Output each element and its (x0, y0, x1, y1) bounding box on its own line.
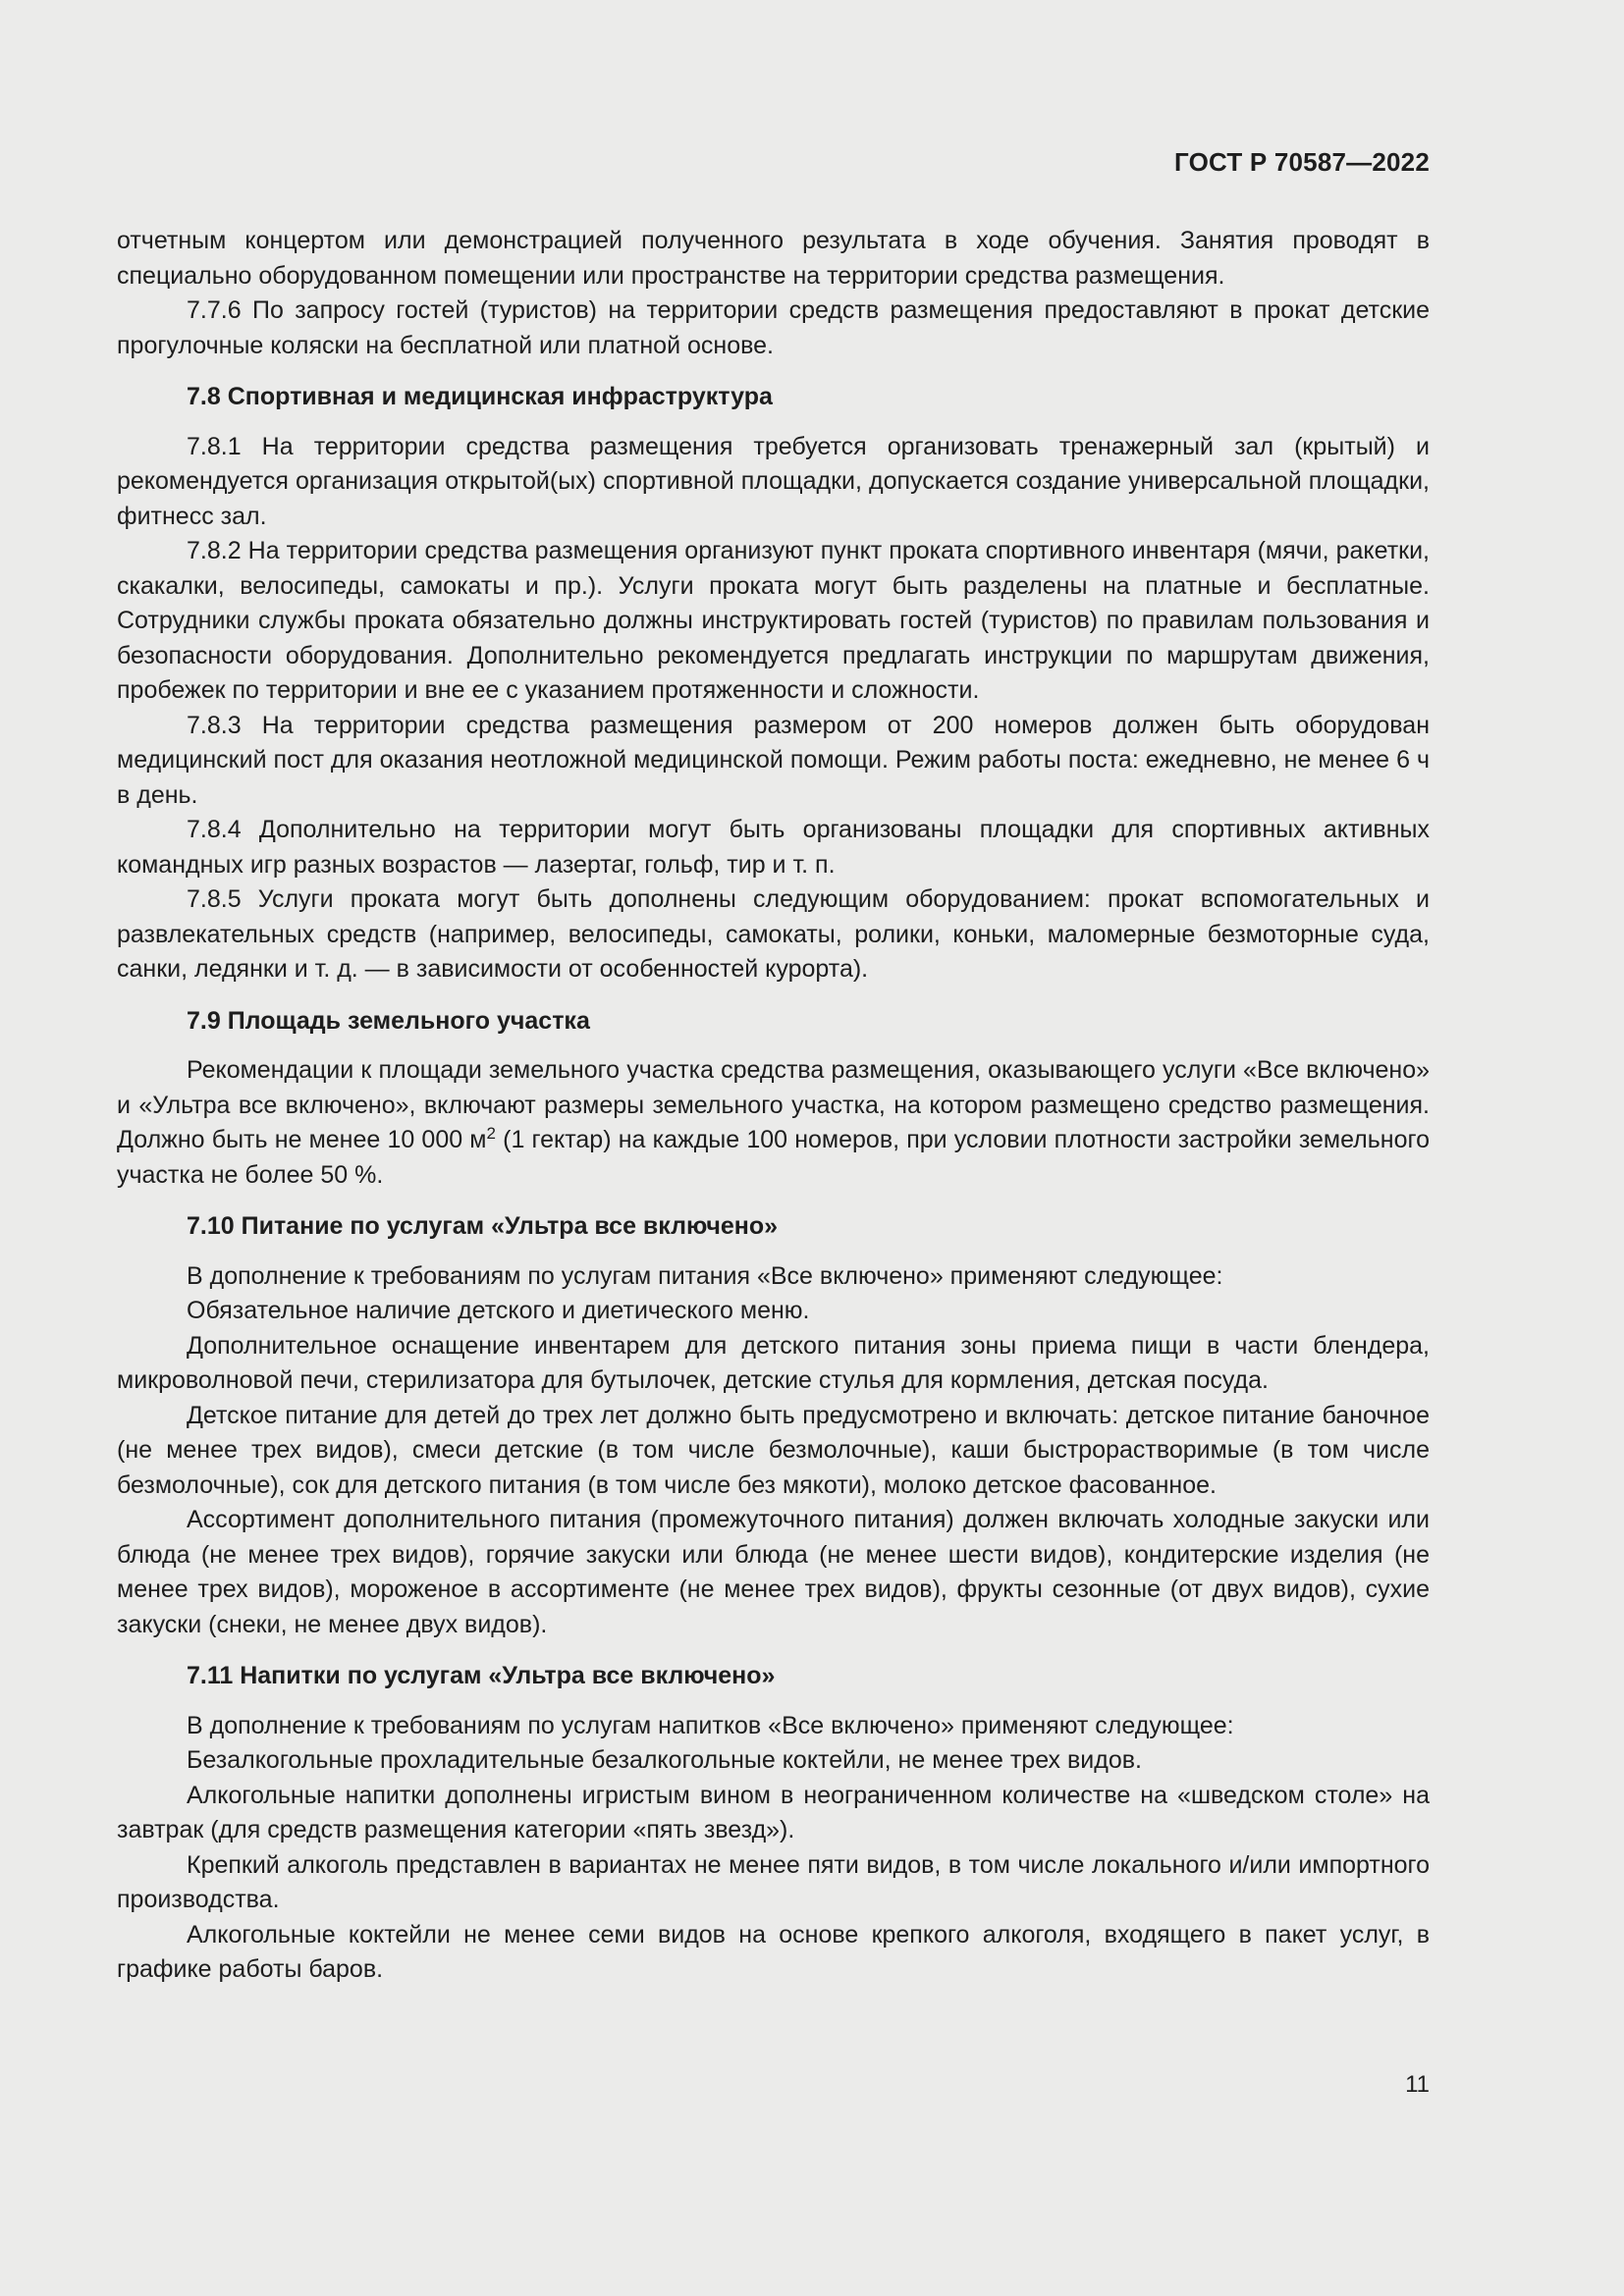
paragraph-7-11-sparkling-wine: Алкогольные напитки дополнены игристым вином в неограниченном количестве на «шведском столе» на завтрак (для средств размещения категории «пять звезд»). (117, 1781, 1430, 1843)
document-code-header: ГОСТ Р 70587—2022 (1174, 147, 1430, 177)
paragraph-7-8-5: 7.8.5 Услуги проката могут быть дополнены следующим оборудованием: прокат вспомогательных и развлекательных средств (например, велосипеды, самокаты, ролики, коньки, маломерные безмоторные суда, санки, ледянки и т. д. — в зависимости от особенностей курорта). (117, 885, 1430, 983)
paragraph-7-10-assortment: Ассортимент дополнительного питания (промежуточного питания) должен включать холодные закуски или блюда (не менее трех видов), горячие закуски или блюда (не менее шести видов), кондитерские изделия (не менее трех видов), мороженое в ассортименте (не менее трех видов), фрукты сезонные (от двух видов), сухие закуски (снеки, не менее двух видов). (117, 1506, 1430, 1638)
paragraph-7-10-menu: Обязательное наличие детского и диетического меню. (187, 1297, 810, 1324)
section-heading-7-8: 7.8 Спортивная и медицинская инфраструктура (187, 383, 773, 410)
paragraph-7-11-soft-drinks: Безалкогольные прохладительные безалкогольные коктейли, не менее трех видов. (187, 1746, 1142, 1774)
superscript-square: 2 (486, 1124, 496, 1143)
paragraph-7-10-intro: В дополнение к требованиям по услугам питания «Все включено» применяют следующее: (187, 1261, 1223, 1290)
paragraph-7-11-strong-alcohol: Крепкий алкоголь представлен в вариантах не менее пяти видов, в том числе локального и/или импортного производства. (117, 1850, 1430, 1913)
paragraph-7-10-baby-food: Детское питание для детей до трех лет должно быть предусмотрено и включать: детское питание баночное (не менее трех видов), смеси детские (в том числе безмолочные), каши быстрорастворимые (в том числе безмолочные), сок для детского питания (в том числе без мякоти), молоко детское фасованное. (117, 1401, 1430, 1499)
paragraph-7-11-cocktails: Алкогольные коктейли не менее семи видов на основе крепкого алкоголя, входящего в пакет услуг, в графике работы баров. (117, 1920, 1430, 1983)
paragraph-continuation: отчетным концертом или демонстрацией полученного результата в ходе обучения. Занятия проводят в специально оборудованном помещении или пространстве на территории средства размещения. (117, 227, 1430, 290)
section-heading-7-9: 7.9 Площадь земельного участка (187, 1006, 590, 1035)
paragraph-7-10-equipment: Дополнительное оснащение инвентарем для детского питания зоны приема пищи в части блендера, микроволновой печи, стерилизатора для бутылочек, детские стулья для кормления, детская посуда. (117, 1331, 1430, 1394)
paragraph-7-9-text-part1: Рекомендации к площади земельного участка средства размещения, оказывающего услуги «Все включено» и «Ультра все включено», включают размеры земельного участка, на котором размещено средство размещения. Должно быть не менее 10 000 м (117, 1056, 1430, 1153)
paragraph-7-8-4: 7.8.4 Дополнительно на территории могут быть организованы площадки для спортивных активных командных игр разных возрастов — лазертаг, гольф, тир и т. п. (117, 816, 1430, 879)
section-heading-7-11: 7.11 Напитки по услугам «Ультра все включено» (187, 1662, 776, 1689)
paragraph-7-7-6: 7.7.6 По запросу гостей (туристов) на территории средств размещения предоставляют в прокат детские прогулочные коляски на бесплатной или платной основе. (117, 296, 1430, 359)
document-body (117, 224, 1430, 1988)
paragraph-7-8-1: 7.8.1 На территории средства размещения требуется организовать тренажерный зал (крытый) и рекомендуется организация открытой(ых) спортивной площадки, допускается создание универсальной площадки, фитнесс зал. (117, 432, 1430, 530)
section-heading-7-10: 7.10 Питание по услугам «Ультра все включено» (187, 1212, 779, 1240)
paragraph-7-9 (117, 1053, 1430, 1193)
paragraph-7-11-intro: В дополнение к требованиям по услугам напитков «Все включено» применяют следующее: (187, 1711, 1234, 1739)
paragraph-7-9-text-part2: (1 гектар) на каждые 100 номеров, при условии плотности застройки земельного участка не более 50 %. (117, 1126, 1430, 1189)
page-number: 11 (1405, 2071, 1430, 2098)
paragraph-7-8-2: 7.8.2 На территории средства размещения организуют пункт проката спортивного инвентаря (мячи, ракетки, скакалки, велосипеды, самокаты и пр.). Услуги проката могут быть разделены на платные и бесплатные. Сотрудники службы проката обязательно должны инструктировать гостей (туристов) по правилам пользования и безопасности оборудования. Дополнительно рекомендуется предлагать инструкции по маршрутам движения, пробежек по территории и вне ее с указанием протяженности и сложности. (117, 537, 1430, 704)
paragraph-7-8-3: 7.8.3 На территории средства размещения размером от 200 номеров должен быть оборудован медицинский пост для оказания неотложной медицинской помощи. Режим работы поста: ежедневно, не менее 6 ч в день. (117, 711, 1430, 809)
